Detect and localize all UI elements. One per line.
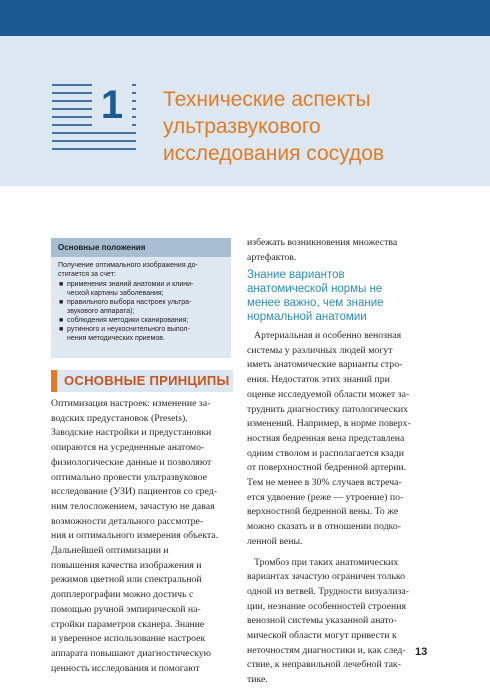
text-line: Заводские настройки и предустановки	[51, 427, 212, 439]
subheading-line: Знание вариантов	[247, 269, 345, 281]
text-line: тике.	[247, 674, 268, 686]
text-line: артефактов.	[247, 251, 297, 263]
key-point-item	[58, 316, 225, 325]
text-line: и уверенное использование настроек	[51, 633, 206, 645]
chapter-number: 1	[92, 82, 132, 128]
text-line: возможности детального рассмотре-	[51, 515, 204, 527]
text-line: ним телосложением, зачастую не давая	[51, 500, 215, 512]
key-points-box	[51, 238, 231, 358]
right-column-body	[247, 329, 433, 688]
text-line: допплерографии можно достичь с	[51, 589, 194, 601]
chapter-title	[163, 86, 463, 167]
section-title: ОСНОВНЫЕ ПРИНЦИПЫ	[64, 373, 230, 388]
section-heading-bar	[51, 370, 233, 392]
text-line: аппарата повышают диагностическую	[51, 647, 211, 659]
text-line: ения. Недостаток этих знаний при	[247, 374, 390, 386]
text-line: венозной системы указанной анато-	[247, 615, 397, 627]
bullet-icon: ■	[59, 317, 64, 324]
section-accent	[51, 370, 57, 392]
chapter-title-line: исследования сосудов	[163, 142, 385, 165]
text-line: режимов цветной или спектральной	[51, 574, 202, 586]
paragraph	[51, 397, 237, 426]
left-column	[51, 397, 237, 676]
paragraph	[247, 329, 433, 550]
paragraph	[51, 426, 237, 676]
text-line: мической области могут привести к	[247, 630, 397, 642]
text-line: ции, незнание особенностей строения	[247, 600, 406, 612]
text-line: одним стволом и располагается кзади	[247, 447, 404, 459]
key-point-item	[58, 325, 225, 343]
text-line: повышения качества изображения и	[51, 559, 202, 571]
key-point-text: правильного выбора настроек ультра- звукового аппарата);	[67, 299, 192, 315]
chapter-title-line: ультразвукового	[163, 115, 321, 138]
text-line: Тем не менее в 30% случаев встреча-	[247, 477, 402, 489]
page-number: 13	[415, 646, 428, 658]
text-line: водских предустановок (Presets).	[51, 412, 188, 424]
paragraph	[247, 556, 433, 688]
bullet-icon: ■	[59, 299, 64, 306]
text-line: ется удвоение (реже — утроение) по-	[247, 491, 404, 503]
text-line: помощью ручной эмпирической на-	[51, 603, 201, 615]
text-line: ностная бедренная вена представлена	[247, 432, 405, 444]
text-line: системы у различных людей могут	[247, 344, 393, 356]
key-points-heading: Основные положения	[51, 238, 231, 257]
bullet-icon: ■	[59, 326, 64, 333]
text-line: стройки параметров сканера. Знание	[51, 618, 205, 630]
text-line: опираются на усредненные анатомо-	[51, 442, 205, 454]
text-line: труднить диагностику патологических	[247, 403, 409, 415]
text-line: одной из ветвей. Трудности визуализа-	[247, 585, 409, 597]
key-points-body	[51, 257, 231, 343]
text-line: ствие, к неправильной лечебной так-	[247, 659, 401, 671]
text-line: Дальнейшей оптимизации и	[51, 545, 169, 557]
key-point-text: применения знаний анатомии и клини- ческой картины заболевания;	[67, 281, 194, 297]
top-color-bar	[0, 0, 490, 36]
bullet-icon: ■	[59, 281, 64, 288]
key-point-item	[58, 298, 225, 316]
text-line: верхностной бедренной вены. То же	[247, 506, 399, 518]
key-point-item	[58, 280, 225, 298]
text-line: ценность исследования и помогают	[51, 662, 200, 674]
key-point-text: рутинного и неукоснительного выпол- нения методических приемов.	[67, 326, 190, 342]
text-line: ния и оптимального измерения объекта.	[51, 530, 219, 542]
text-line: от поверхностной бедренной артерии.	[247, 462, 407, 474]
text-line: неточностям диагностики и, как след-	[247, 644, 406, 656]
text-line: вариантах зачастую ограничен только	[247, 571, 405, 583]
text-line: избежать возникновения множества	[247, 237, 398, 248]
key-points-intro: Получение оптимального изображения до- стигается за счет:	[58, 262, 198, 278]
text-line: оптимально провести ультразвуковое	[51, 471, 207, 483]
text-line: изменений. Например, в норме поверх-	[247, 418, 411, 430]
subheading-line: нормальной анатомии	[247, 311, 367, 323]
paragraph-continuation	[247, 236, 433, 265]
key-point-text: соблюдения методики сканирования;	[67, 317, 189, 324]
text-line: иметь анатомические варианты стро-	[247, 359, 403, 371]
text-line: оценке исследуемой области может за-	[247, 388, 410, 400]
text-line: Тромбоз при таких анатомических	[254, 556, 399, 568]
right-column	[247, 236, 433, 265]
subheading	[247, 268, 433, 324]
text-line: ленной вены.	[247, 535, 303, 547]
text-line: Артериальная и особенно венозная	[254, 330, 402, 341]
text-line: физиологические данные и позволяют	[51, 456, 212, 468]
text-line: Оптимизация настроек: изменение за-	[51, 398, 211, 409]
chapter-title-line: Технические аспекты	[163, 88, 371, 111]
text-line: можно сказать и в отношении подко-	[247, 521, 401, 533]
text-line: исследование (УЗИ) пациентов со сред-	[51, 486, 218, 498]
subheading-line: анатомической нормы не	[247, 283, 383, 295]
subheading-line: менее важно, чем знание	[247, 297, 384, 309]
